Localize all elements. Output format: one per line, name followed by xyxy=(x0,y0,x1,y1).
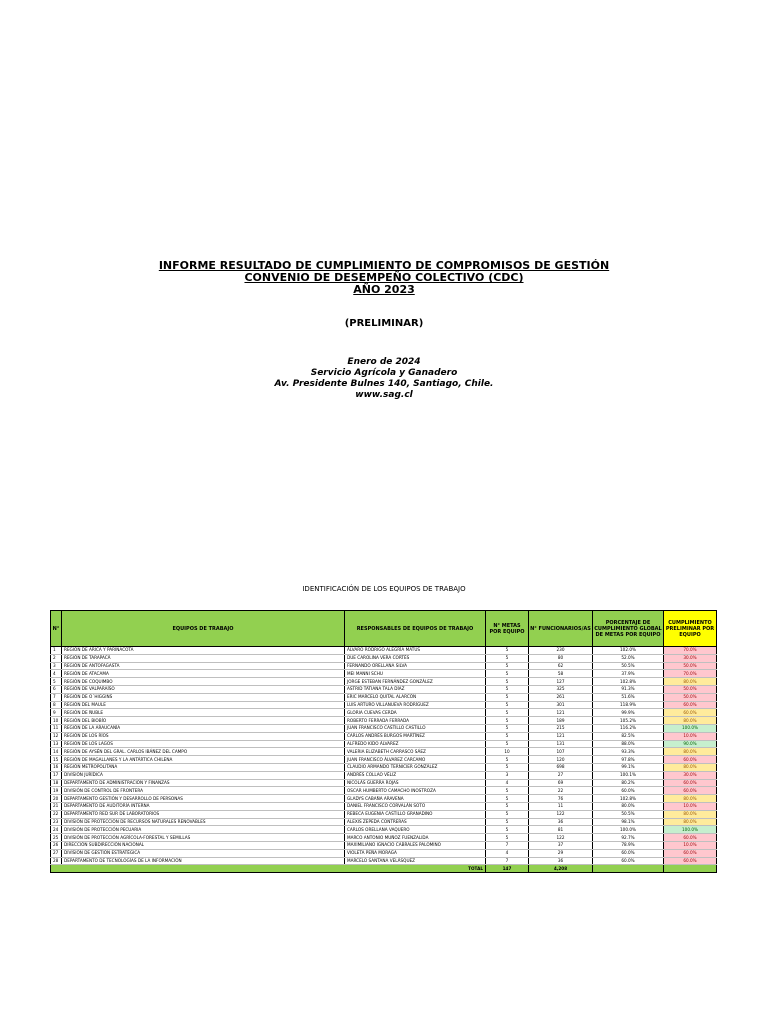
cell-number: 8 xyxy=(51,701,62,709)
cell-lead: LUIS ARTURO VILLANUEVA RODRÍGUEZ xyxy=(345,701,486,709)
report-info xyxy=(0,357,768,401)
cell-goals: 10 xyxy=(486,748,529,756)
cell-goals: 5 xyxy=(486,732,529,740)
table-row xyxy=(51,849,717,857)
table-row xyxy=(51,834,717,842)
total-label: TOTAL xyxy=(51,865,486,873)
cell-number: 23 xyxy=(51,818,62,826)
cell-preliminary-compliance: 30.0% xyxy=(664,654,717,662)
cell-number: 4 xyxy=(51,670,62,678)
cell-goals: 4 xyxy=(486,779,529,787)
cell-team: REGIÓN DE ATACAMA xyxy=(62,670,345,678)
table-row xyxy=(51,693,717,701)
cell-number: 2 xyxy=(51,654,62,662)
cell-preliminary-compliance: 60.0% xyxy=(664,779,717,787)
cell-preliminary-compliance: 50.0% xyxy=(664,662,717,670)
cell-global-percentage: 80.0% xyxy=(593,802,664,810)
cell-staff: 29 xyxy=(529,849,593,857)
cell-preliminary-compliance: 70.0% xyxy=(664,670,717,678)
cell-staff: 37 xyxy=(529,841,593,849)
cell-preliminary-compliance: 60.0% xyxy=(664,834,717,842)
cell-team: REGIÓN DE MAGALLANES Y LA ANTÁRTICA CHILENA xyxy=(62,756,345,764)
cell-lead: REBECA EUGENIA CASTILLO GRANADINO xyxy=(345,810,486,818)
table-header-row xyxy=(51,611,717,647)
cell-team: REGIÓN DE LOS LAGOS xyxy=(62,740,345,748)
cell-lead: ERIC MARCELO QUITAL ALARCÓN xyxy=(345,693,486,701)
cell-number: 9 xyxy=(51,709,62,717)
cell-preliminary-compliance: 70.0% xyxy=(664,647,717,655)
cell-global-percentage: 99.9% xyxy=(593,709,664,717)
table-row xyxy=(51,717,717,725)
cell-number: 7 xyxy=(51,693,62,701)
cell-staff: 58 xyxy=(529,670,593,678)
cell-goals: 5 xyxy=(486,693,529,701)
cell-global-percentage: 91.3% xyxy=(593,685,664,693)
cell-preliminary-compliance: 30.0% xyxy=(664,771,717,779)
cell-preliminary-compliance: 100.0% xyxy=(664,826,717,834)
cell-global-percentage: 102.8% xyxy=(593,795,664,803)
cell-goals: 5 xyxy=(486,802,529,810)
table-row xyxy=(51,763,717,771)
cell-lead: CARLOS ORELLANA VAQUERO xyxy=(345,826,486,834)
cell-team: REGIÓN DE LOS RÍOS xyxy=(62,732,345,740)
cell-team: DIVISIÓN JURÍDICA xyxy=(62,771,345,779)
cell-preliminary-compliance: 50.0% xyxy=(664,685,717,693)
cell-number: 5 xyxy=(51,678,62,686)
table-row xyxy=(51,818,717,826)
header-number: N° xyxy=(51,611,62,647)
cell-goals: 5 xyxy=(486,787,529,795)
cell-lead: ANDRÉS COLLAO VÉLIZ xyxy=(345,771,486,779)
table-row xyxy=(51,810,717,818)
cell-lead: JUAN FRANCISCO ÁLVAREZ CARCAMO xyxy=(345,756,486,764)
teams-table xyxy=(50,610,717,873)
cell-team: DEPARTAMENTO DE TECNOLOGÍAS DE LA INFORMACIÓN xyxy=(62,857,345,865)
table-row xyxy=(51,826,717,834)
table-row xyxy=(51,732,717,740)
cell-team: REGIÓN DE O´HIGGINS xyxy=(62,693,345,701)
cell-preliminary-compliance: 60.0% xyxy=(664,849,717,857)
cell-goals: 5 xyxy=(486,670,529,678)
cell-lead: MEI MANNI SCHU xyxy=(345,670,486,678)
cell-lead: OSCAR HUMBERTO CAMACHO INOSTROZA xyxy=(345,787,486,795)
cell-global-percentage: 100.1% xyxy=(593,771,664,779)
cell-goals: 5 xyxy=(486,701,529,709)
cell-staff: 81 xyxy=(529,826,593,834)
cell-global-percentage: 51.6% xyxy=(593,693,664,701)
cell-global-percentage: 102.0% xyxy=(593,647,664,655)
cell-goals: 5 xyxy=(486,717,529,725)
cell-preliminary-compliance: 80.0% xyxy=(664,717,717,725)
table-row xyxy=(51,857,717,865)
table-row xyxy=(51,795,717,803)
cell-number: 10 xyxy=(51,717,62,725)
cell-global-percentage: 60.0% xyxy=(593,787,664,795)
cell-preliminary-compliance: 80.0% xyxy=(664,810,717,818)
cell-lead: FERNANDO ORELLANA SILVA xyxy=(345,662,486,670)
cell-team: DIVISIÓN DE CONTROL DE FRONTERA xyxy=(62,787,345,795)
cell-goals: 5 xyxy=(486,678,529,686)
cell-goals: 5 xyxy=(486,662,529,670)
table-row xyxy=(51,748,717,756)
cell-global-percentage: 100.0% xyxy=(593,826,664,834)
header-team: EQUIPOS DE TRABAJO xyxy=(62,611,345,647)
cell-team: REGIÓN DE ÑUBLE xyxy=(62,709,345,717)
cell-staff: 215 xyxy=(529,724,593,732)
header-goals: N° METAS POR EQUIPO xyxy=(486,611,529,647)
cell-global-percentage: 78.9% xyxy=(593,841,664,849)
table-row xyxy=(51,654,717,662)
header-staff: N° FUNCIONARIOS/AS xyxy=(529,611,593,647)
cell-global-percentage: 102.8% xyxy=(593,678,664,686)
cell-team: REGIÓN DE ARICA Y PARINACOTA xyxy=(62,647,345,655)
organization-website: www.sag.cl xyxy=(355,390,413,400)
cell-global-percentage: 37.9% xyxy=(593,670,664,678)
cell-team: REGIÓN DEL MAULE xyxy=(62,701,345,709)
cell-global-percentage: 88.0% xyxy=(593,740,664,748)
cell-goals: 5 xyxy=(486,647,529,655)
cell-goals: 5 xyxy=(486,826,529,834)
cell-global-percentage: 99.1% xyxy=(593,763,664,771)
cell-lead: DUE CAROLINA VERA CORTÉS xyxy=(345,654,486,662)
preliminary-label: (PRELIMINAR) xyxy=(344,318,424,329)
cell-goals: 5 xyxy=(486,709,529,717)
cell-number: 3 xyxy=(51,662,62,670)
cell-goals: 5 xyxy=(486,654,529,662)
cell-goals: 5 xyxy=(486,795,529,803)
cell-goals: 5 xyxy=(486,834,529,842)
total-goals: 147 xyxy=(486,865,529,873)
section-title: IDENTIFICACIÓN DE LOS EQUIPOS DE TRABAJO xyxy=(302,585,466,593)
cell-lead: VALERIA ELIZABETH CARRASCO SÁEZ xyxy=(345,748,486,756)
report-date: Enero de 2024 xyxy=(347,357,421,367)
cell-number: 19 xyxy=(51,787,62,795)
cell-team: REGIÓN DE ANTOFAGASTA xyxy=(62,662,345,670)
cell-lead: ALFREDO KIDO ÁLVAREZ xyxy=(345,740,486,748)
cell-staff: 325 xyxy=(529,685,593,693)
cell-team: DIRECCIÓN SUBDIRECCIÓN NACIONAL xyxy=(62,841,345,849)
cell-global-percentage: 97.8% xyxy=(593,756,664,764)
cell-number: 26 xyxy=(51,841,62,849)
table-row xyxy=(51,802,717,810)
cell-number: 18 xyxy=(51,779,62,787)
cell-staff: 107 xyxy=(529,748,593,756)
cell-number: 22 xyxy=(51,810,62,818)
cell-goals: 5 xyxy=(486,685,529,693)
table-body xyxy=(51,647,717,865)
cell-global-percentage: 50.5% xyxy=(593,662,664,670)
cell-lead: MARCELO SANTANA VELÁSQUEZ xyxy=(345,857,486,865)
header-preliminary-compliance: CUMPLIMIENTO PRELIMINAR POR EQUIPO xyxy=(664,611,717,647)
cell-preliminary-compliance: 80.0% xyxy=(664,678,717,686)
cell-lead: NICOLÁS GUERRA ROJAS xyxy=(345,779,486,787)
cell-staff: 36 xyxy=(529,818,593,826)
cell-staff: 120 xyxy=(529,756,593,764)
cell-number: 15 xyxy=(51,756,62,764)
cell-number: 13 xyxy=(51,740,62,748)
cell-lead: MAXIMILIANO IGNACIO CABRALES PALOMINO xyxy=(345,841,486,849)
table-row xyxy=(51,685,717,693)
cell-staff: 80 xyxy=(529,654,593,662)
cell-preliminary-compliance: 80.0% xyxy=(664,748,717,756)
cell-number: 14 xyxy=(51,748,62,756)
title-line-1: INFORME RESULTADO DE CUMPLIMIENTO DE COMPROMISOS DE GESTIÓN xyxy=(158,259,610,272)
total-empty-cell xyxy=(593,865,664,873)
cell-team: DIVISIÓN DE GESTIÓN ESTRATÉGICA xyxy=(62,849,345,857)
cell-team: DIVISIÓN DE PROTECCIÓN PECUARIA xyxy=(62,826,345,834)
cell-lead: JUAN FRANCISCO CASTILLO CASTILLO xyxy=(345,724,486,732)
cell-lead: GLORIA CUEVAS CERDA xyxy=(345,709,486,717)
cell-team: REGIÓN METROPOLITANA xyxy=(62,763,345,771)
report-title xyxy=(0,260,768,296)
table-row xyxy=(51,756,717,764)
cell-team: REGIÓN DE AYSÉN DEL GRAL. CARLOS IBÁÑEZ DEL CAMPO xyxy=(62,748,345,756)
cell-preliminary-compliance: 90.0% xyxy=(664,740,717,748)
cell-staff: 69 xyxy=(529,779,593,787)
cell-team: DEPARTAMENTO DE ADMINISTRACIÓN Y FINANZAS xyxy=(62,779,345,787)
cell-goals: 5 xyxy=(486,818,529,826)
organization-name: Servicio Agrícola y Ganadero xyxy=(310,368,458,378)
cell-number: 20 xyxy=(51,795,62,803)
table-row xyxy=(51,724,717,732)
cell-global-percentage: 105.2% xyxy=(593,717,664,725)
cell-preliminary-compliance: 60.0% xyxy=(664,756,717,764)
cell-lead: CARLOS ANDRÉS BURGOS MARTÍNEZ xyxy=(345,732,486,740)
table-row xyxy=(51,662,717,670)
table-row xyxy=(51,647,717,655)
cell-lead: VIOLETA PEÑA MORAGA xyxy=(345,849,486,857)
cell-goals: 7 xyxy=(486,857,529,865)
cell-staff: 698 xyxy=(529,763,593,771)
table-row xyxy=(51,701,717,709)
cell-global-percentage: 60.0% xyxy=(593,849,664,857)
cell-staff: 301 xyxy=(529,701,593,709)
cell-team: DEPARTAMENTO DE AUDITORÍA INTERNA xyxy=(62,802,345,810)
table-row xyxy=(51,841,717,849)
cell-staff: 230 xyxy=(529,647,593,655)
cell-number: 6 xyxy=(51,685,62,693)
cell-lead: DANIEL FRANCISCO CORVALÁN SOTO xyxy=(345,802,486,810)
cell-preliminary-compliance: 80.0% xyxy=(664,763,717,771)
header-global-percentage: PORCENTAJE DE CUMPLIMIENTO GLOBAL DE METAS POR EQUIPO xyxy=(593,611,664,647)
cell-team: REGIÓN DE TARAPACÁ xyxy=(62,654,345,662)
cell-lead: ROBERTO FERRADA FERRADA xyxy=(345,717,486,725)
cell-staff: 131 xyxy=(529,740,593,748)
cell-staff: 27 xyxy=(529,771,593,779)
cell-number: 17 xyxy=(51,771,62,779)
cell-team: REGIÓN DEL BIOBÍO xyxy=(62,717,345,725)
cell-number: 28 xyxy=(51,857,62,865)
total-staff: 4,208 xyxy=(529,865,593,873)
header-lead: RESPONSABLES DE EQUIPOS DE TRABAJO xyxy=(345,611,486,647)
cell-number: 12 xyxy=(51,732,62,740)
cell-staff: 261 xyxy=(529,693,593,701)
table-row xyxy=(51,771,717,779)
cell-preliminary-compliance: 60.0% xyxy=(664,857,717,865)
cell-goals: 3 xyxy=(486,771,529,779)
cell-preliminary-compliance: 80.0% xyxy=(664,818,717,826)
cell-lead: GLADYS CABAÑA ARAVENA xyxy=(345,795,486,803)
cell-staff: 127 xyxy=(529,678,593,686)
cell-team: REGIÓN DE LA ARAUCANÍA xyxy=(62,724,345,732)
cell-global-percentage: 116.2% xyxy=(593,724,664,732)
cell-goals: 5 xyxy=(486,756,529,764)
cell-preliminary-compliance: 80.0% xyxy=(664,795,717,803)
total-row xyxy=(51,865,717,873)
cell-team: DIVISIÓN DE PROTECCIÓN DE RECURSOS NATURALES RENOVABLES xyxy=(62,818,345,826)
cell-global-percentage: 98.1% xyxy=(593,818,664,826)
cell-preliminary-compliance: 10.0% xyxy=(664,802,717,810)
cell-global-percentage: 50.5% xyxy=(593,810,664,818)
cell-staff: 122 xyxy=(529,834,593,842)
cell-lead: MARCO ANTONIO MUÑOZ FUENZALIDA xyxy=(345,834,486,842)
cell-staff: 122 xyxy=(529,810,593,818)
table-row xyxy=(51,678,717,686)
cell-staff: 189 xyxy=(529,717,593,725)
title-line-3: AÑO 2023 xyxy=(353,283,415,296)
cell-staff: 121 xyxy=(529,709,593,717)
cell-number: 25 xyxy=(51,834,62,842)
cell-number: 21 xyxy=(51,802,62,810)
cell-global-percentage: 80.2% xyxy=(593,779,664,787)
cell-goals: 5 xyxy=(486,724,529,732)
total-empty-cell xyxy=(664,865,717,873)
title-line-2: CONVENIO DE DESEMPEÑO COLECTIVO (CDC) xyxy=(244,271,524,284)
cell-global-percentage: 52.0% xyxy=(593,654,664,662)
cell-team: REGIÓN DE COQUIMBO xyxy=(62,678,345,686)
cell-global-percentage: 82.5% xyxy=(593,732,664,740)
table-row xyxy=(51,740,717,748)
cell-global-percentage: 92.7% xyxy=(593,834,664,842)
cell-lead: ASTRID TATIANA TALA DÍAZ xyxy=(345,685,486,693)
cell-team: DIVISIÓN DE PROTECCIÓN AGRÍCOLA-FORESTAL Y SEMILLAS xyxy=(62,834,345,842)
table-row xyxy=(51,670,717,678)
cell-preliminary-compliance: 60.0% xyxy=(664,701,717,709)
cell-team: DEPARTAMENTO RED SUR DE LABORATORIOS xyxy=(62,810,345,818)
cell-preliminary-compliance: 60.0% xyxy=(664,709,717,717)
table-row xyxy=(51,787,717,795)
cell-preliminary-compliance: 10.0% xyxy=(664,732,717,740)
cell-preliminary-compliance: 100.0% xyxy=(664,724,717,732)
cell-team: REGIÓN DE VALPARAÍSO xyxy=(62,685,345,693)
cell-goals: 5 xyxy=(486,810,529,818)
cell-preliminary-compliance: 50.0% xyxy=(664,693,717,701)
cell-team: DEPARTAMENTO GESTIÓN Y DESARROLLO DE PERSONAS xyxy=(62,795,345,803)
cell-staff: 36 xyxy=(529,857,593,865)
cell-preliminary-compliance: 60.0% xyxy=(664,787,717,795)
cell-staff: 76 xyxy=(529,795,593,803)
cell-staff: 22 xyxy=(529,787,593,795)
table-row xyxy=(51,779,717,787)
cell-lead: ALEXIS ZEPEDA CONTRERAS xyxy=(345,818,486,826)
cell-goals: 5 xyxy=(486,740,529,748)
cell-number: 27 xyxy=(51,849,62,857)
cell-number: 11 xyxy=(51,724,62,732)
cell-preliminary-compliance: 10.0% xyxy=(664,841,717,849)
cell-number: 16 xyxy=(51,763,62,771)
cell-global-percentage: 118.9% xyxy=(593,701,664,709)
cell-number: 24 xyxy=(51,826,62,834)
cell-global-percentage: 93.3% xyxy=(593,748,664,756)
cell-staff: 121 xyxy=(529,732,593,740)
cell-number: 1 xyxy=(51,647,62,655)
cell-goals: 7 xyxy=(486,841,529,849)
table-row xyxy=(51,709,717,717)
cell-staff: 11 xyxy=(529,802,593,810)
cell-lead: ÁLVARO RODRIGO ALEGRÍA MATUS xyxy=(345,647,486,655)
cell-global-percentage: 60.0% xyxy=(593,857,664,865)
cell-staff: 62 xyxy=(529,662,593,670)
organization-address: Av. Presidente Bulnes 140, Santiago, Chile. xyxy=(274,379,494,389)
cell-lead: CLAUDIO ARMANDO TERNICIER GONZÁLEZ xyxy=(345,763,486,771)
cell-goals: 4 xyxy=(486,849,529,857)
cell-lead: JORGE ESTEBAN FERNÁNDEZ GONZÁLEZ xyxy=(345,678,486,686)
cell-goals: 5 xyxy=(486,763,529,771)
